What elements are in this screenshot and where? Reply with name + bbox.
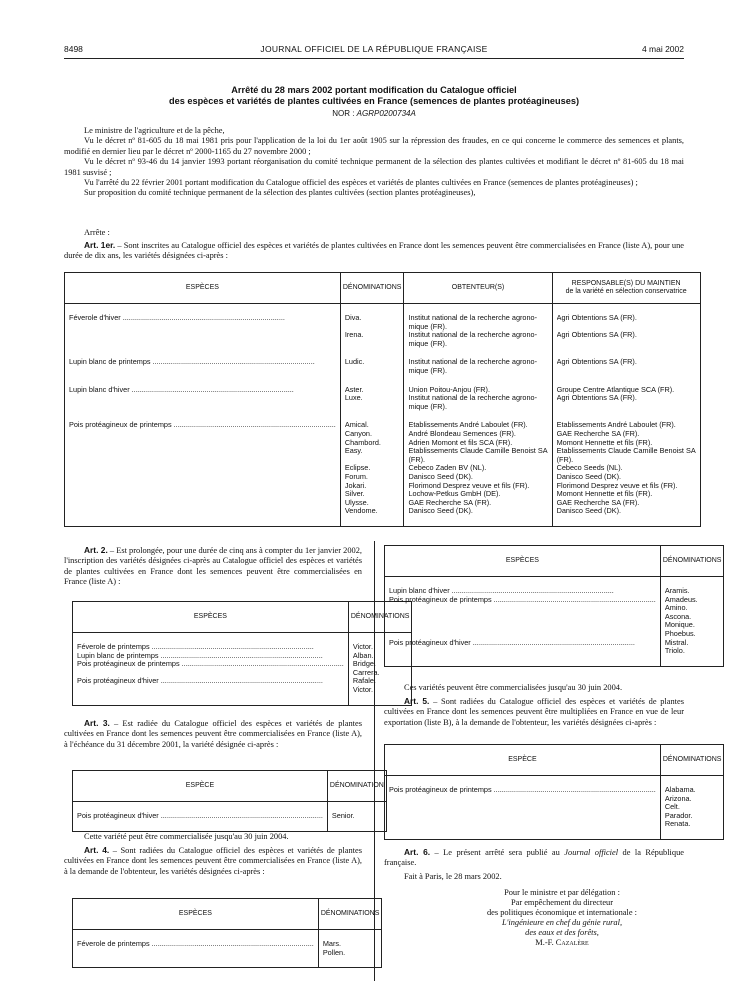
blank: [69, 464, 336, 473]
responsable-entry: Momont Hennette et fils (FR).: [556, 490, 653, 499]
spacer: [408, 516, 547, 526]
variety-name: Aster.: [344, 385, 364, 394]
article-4-text: – Sont radiées du Catalogue officiel des espèces et variétés de plantes cultivées en France dont les semences peuvent être commercialisées en France (liste A), à la demande de l'obtenteur, les variétés désignées ci-après :: [64, 846, 362, 876]
decree-title: [64, 85, 684, 106]
species-entry: Pois protéagineux d'hiver ................................................................................: [77, 677, 323, 686]
variety-name: Amadeus.: [664, 595, 698, 604]
fait-a-paris: Fait à Paris, le 28 mars 2002.: [404, 872, 502, 881]
article-2: [64, 545, 362, 588]
variety-name: Victor.: [352, 643, 373, 651]
spacer: [557, 411, 696, 421]
variety-name: Mars.: [322, 940, 342, 948]
nor-label: NOR :: [332, 109, 355, 118]
blank: [389, 613, 656, 622]
spacer: [77, 802, 323, 812]
col-header-especes: ESPÈCES: [73, 899, 319, 930]
variety-name: Luxe.: [344, 394, 363, 403]
variety-name: Irena.: [344, 331, 364, 340]
preamble-proposal: Sur proposition du comité technique permanent de la sélection des plantes cultivées (section plantes protéagineuses),: [84, 188, 476, 198]
obtenteur-entry: Institut national de la recherche agrono-: [408, 358, 538, 367]
cell-especes: [385, 577, 661, 667]
signature-line-4: L'ingénieure en chef du génie rural,: [501, 918, 623, 927]
article-5-label: Art. 5.: [404, 696, 430, 706]
obtenteur-entry: mique (FR).: [408, 402, 447, 411]
issue-date: 4 mai 2002: [641, 44, 684, 54]
spacer: [332, 802, 382, 812]
responsable-entry: [557, 403, 696, 412]
cell-obtenteurs: [404, 304, 552, 527]
obtenteur-entry: Institut national de la recherche agrono-: [408, 314, 538, 322]
header-rule: [64, 58, 684, 59]
variety-name: Celt.: [664, 803, 680, 812]
responsable-entry: [557, 340, 696, 349]
preamble-visa-3: Vu l'arrêté du 22 février 2001 portant modification du Catalogue officiel des espèces et variétés de plantes cultivées en France (semences de plantes protéagineuses) ;: [84, 178, 638, 188]
species-entry: Lupin blanc de printemps ................................................................................: [69, 358, 315, 367]
obtenteur-entry: Institut national de la recherche agrono-: [408, 331, 538, 340]
spacer: [557, 348, 696, 358]
variety-name: Rafale.: [352, 677, 376, 686]
spacer: [323, 930, 378, 940]
col-header-especes: ESPÈCES: [385, 546, 661, 577]
decree-title-line1: Arrêté du 28 mars 2002 portant modification du Catalogue officiel: [231, 85, 517, 95]
obtenteur-entry: Etablissements André Laboulet (FR).: [408, 421, 528, 430]
header-row: [73, 899, 382, 930]
variety-name: Phoebus.: [664, 629, 696, 638]
spacer: [665, 829, 720, 839]
variety-name: Ulysse.: [344, 498, 369, 507]
blank: [69, 430, 336, 439]
blank: [389, 812, 656, 821]
blank: [69, 403, 336, 412]
responsable-entry: Danisco Seed (DK).: [556, 472, 622, 481]
table-row: [73, 802, 387, 832]
variety-name: Bridge.: [352, 660, 376, 669]
table-varietes-radiees-obtenteur: [72, 898, 382, 968]
responsable-entry: GAE Recherche SA (FR).: [556, 429, 640, 438]
table-varietes-liste-b: [384, 744, 724, 840]
variety-name: Mistral.: [664, 638, 689, 647]
spacer: [69, 411, 336, 421]
variety-name: Vendome.: [344, 507, 378, 516]
spacer: [69, 304, 336, 314]
article-6-label: Art. 6.: [404, 847, 431, 857]
decree-title-line2: des espèces et variétés de plantes cultivées en France (semences de plantes protéagineuses): [168, 95, 580, 106]
blank: [69, 456, 336, 465]
blank: [345, 456, 400, 465]
spacer: [665, 577, 720, 587]
responsable-entry: [557, 367, 696, 376]
obtenteur-entry: mique (FR).: [408, 322, 447, 331]
article-3: [64, 718, 362, 750]
species-entry: Pois protéagineux d'hiver ................................................................................: [77, 812, 323, 820]
variety-name: Amical.: [344, 421, 369, 430]
table-row: [73, 930, 382, 968]
col-header-denominations: DÉNOMINATION: [327, 771, 386, 802]
signature-line-1: Pour le ministre et par délégation :: [504, 888, 620, 897]
article-2-label: Art. 2.: [84, 545, 108, 555]
table-varietes-radiees-obtenteur-suite: [384, 545, 724, 667]
species-entry: Lupin blanc de printemps ................................................................................: [77, 651, 323, 660]
blank: [389, 604, 656, 613]
responsable-entry: Agri Obtentions SA (FR).: [556, 314, 637, 322]
species-entry: Pois protéagineux de printemps ................................................................................: [389, 595, 656, 604]
col-header-denominations: DÉNOMINATIONS: [660, 745, 724, 776]
spacer: [408, 304, 547, 314]
blank: [69, 439, 336, 448]
table-row: [385, 776, 724, 840]
article-4-note: Ces variétés peuvent être commercialisées jusqu'au 30 juin 2004.: [404, 683, 623, 692]
species-entry: Féverole d'hiver ................................................................................: [69, 314, 285, 322]
responsable-entry: Florimond Desprez veuve et fils (FR).: [556, 481, 678, 490]
nor-code: AGRP0200734A: [356, 109, 416, 118]
blank: [389, 795, 656, 804]
spacer: [389, 776, 656, 786]
article-1: [64, 240, 684, 262]
responsable-entry: Momont Hennette et fils (FR).: [556, 438, 653, 447]
blank: [69, 473, 336, 482]
variety-name: Monique.: [664, 621, 695, 630]
cell-responsables: [552, 304, 700, 527]
article-3-note: Cette variété peut être commercialisée jusqu'au 30 juin 2004.: [84, 832, 289, 841]
obtenteur-entry: Lochow-Petkus GmbH (DE).: [408, 490, 501, 499]
table-row: [65, 304, 701, 527]
blank: [69, 331, 336, 340]
responsable-entry: Danisco Seed (DK).: [556, 507, 622, 516]
cell-denominations: [340, 304, 404, 527]
responsable-entry: Agri Obtentions SA (FR).: [556, 331, 637, 340]
header-row: [73, 602, 412, 633]
variety-name: Chambord.: [344, 438, 381, 447]
obtenteur-entry: Adrien Momont et fils SCA (FR).: [408, 438, 513, 447]
obtenteur-entry: Danisco Seed (DK).: [408, 507, 473, 516]
variety-name: Forum.: [344, 472, 368, 481]
blank: [77, 686, 344, 695]
blank: [345, 367, 400, 376]
table-varietes-prolongees: [72, 601, 412, 706]
blank: [389, 820, 656, 829]
obtenteur-entry: mique (FR).: [408, 339, 447, 348]
obtenteur-entry: André Blondeau Semences (FR).: [408, 429, 516, 438]
cell-especes: [73, 633, 349, 706]
responsable-entry: Groupe Centre Atlantique SCA (FR).: [556, 385, 675, 394]
signature-line-5: des eaux et des forêts,: [525, 928, 599, 937]
col-header-especes: ESPÈCE: [385, 745, 661, 776]
spacer: [69, 516, 336, 526]
variety-name: Jokari.: [344, 481, 367, 490]
article-3-label: Art. 3.: [84, 718, 110, 728]
cell-denominations: [327, 802, 386, 832]
col-header-especes: ESPÈCES: [65, 273, 341, 304]
col-header-obtenteurs: OBTENTEUR(S): [404, 273, 552, 304]
blank: [389, 647, 656, 656]
cell-especes: [73, 802, 328, 832]
blank: [69, 490, 336, 499]
col-header-especes: ESPÈCES: [73, 602, 349, 633]
spacer: [77, 957, 314, 967]
obtenteur-entry: GAE Recherche SA (FR).: [408, 498, 492, 507]
table-row: [385, 577, 724, 667]
cell-denominations: [660, 577, 724, 667]
article-5: [384, 696, 684, 728]
article-6: Art. 6. – Le présent arrêté sera publié au Journal officiel de la République française.: [384, 847, 684, 868]
variety-name: Alban.: [352, 651, 374, 660]
obtenteur-entry: Etablissements Claude Camille Benoist SA: [408, 447, 548, 456]
article-1-label: Art. 1er.: [84, 240, 116, 250]
variety-name: Eclipse.: [344, 464, 371, 473]
header-row: [385, 546, 724, 577]
signatory-name: M.-F. Cazalère: [535, 938, 589, 947]
blank: [77, 669, 344, 678]
spacer: [557, 304, 696, 314]
spacer: [345, 376, 400, 386]
col-header-denominations: DÉNOMINATIONS: [318, 899, 382, 930]
spacer: [557, 376, 696, 386]
blank: [389, 621, 656, 630]
variety-name: Diva.: [344, 314, 362, 322]
spacer: [77, 695, 344, 705]
spacer: [69, 376, 336, 386]
signature-line-3: des politiques économique et internationale :: [486, 908, 637, 917]
responsable-entry: [557, 323, 696, 332]
spacer: [389, 829, 656, 839]
page-number: 8498: [64, 44, 83, 54]
signature-line-2: Par empêchement du directeur: [510, 898, 614, 907]
preamble-minister: Le ministre de l'agriculture et de la pêche,: [84, 126, 225, 135]
species-entry: Féverole de printemps ................................................................................: [77, 940, 314, 948]
responsable-entry: Agri Obtentions SA (FR).: [556, 358, 637, 367]
article-5-text: – Sont radiées du Catalogue officiel des espèces et variétés de plantes cultivées en France dont les semences peuvent être multipliées en France en vue de leur exportation (liste B), à la demande de l'obtenteur, les variétés désignées ci-après :: [384, 697, 684, 727]
spacer: [345, 516, 400, 526]
obtenteur-entry: Danisco Seed (DK).: [408, 472, 473, 481]
variety-name: Triolo.: [664, 647, 685, 656]
spacer: [557, 516, 696, 526]
table-row: [73, 633, 412, 706]
blank: [389, 803, 656, 812]
blank: [69, 323, 336, 332]
obtenteur-entry: Florimond Desprez veuve et fils (FR).: [408, 481, 530, 490]
obtenteur-entry: Institut national de la recherche agrono-: [408, 394, 538, 403]
preamble: [64, 126, 684, 199]
responsable-entry: GAE Recherche SA (FR).: [556, 498, 640, 507]
spacer: [389, 577, 656, 587]
blank: [69, 499, 336, 508]
species-entry: Féverole de printemps ................................................................................: [77, 643, 314, 651]
variety-name: Arizona.: [664, 794, 692, 803]
variety-name: Canyon.: [344, 429, 373, 438]
variety-name: Pollen.: [322, 948, 346, 957]
article-2-text: – Est prolongée, pour une durée de cinq ans à compter du 1er janvier 2002, l'inscription des variétés désignées ci-après au Catalogue officiel des espèces et variétés de plantes cultivées en France dont les semences peuvent être commercialisées en France (liste A) :: [64, 546, 362, 587]
header-row: [385, 745, 724, 776]
responsable-entry: Etablissements André Laboulet (FR).: [556, 421, 676, 430]
col-header-responsables: RESPONSABLE(S) DU MAINTIEN de la variété en sélection conservatrice: [552, 273, 700, 304]
article-3-text: – Est radiée du Catalogue officiel des espèces et variétés de plantes cultivées en France dont les semences peuvent être commercialisées en France (liste A), à l'échéance du 31 décembre 2001, la variété désignée ci-après :: [64, 719, 362, 749]
blank: [69, 394, 336, 403]
responsable-entry: Cebeco Seeds (NL).: [556, 464, 623, 473]
spacer: [665, 656, 720, 666]
spacer: [665, 776, 720, 786]
cell-denominations: [660, 776, 724, 840]
variety-name: Senior.: [331, 812, 355, 820]
variety-name: Renata.: [664, 820, 691, 829]
preamble-visa-1: Vu le décret nº 81-605 du 18 mai 1981 pris pour l'application de la loi du 1er août 1905 sur la répression des fraudes, en ce qui concerne le commerce des semences et plants, modifié en dernier lieu par le décret nº 2000-1165 du 27 novembre 2000 ;: [64, 136, 684, 156]
col-header-denominations: DÉNOMINATIONS: [340, 273, 404, 304]
responsable-entry: (FR).: [556, 455, 574, 464]
article-4: [64, 845, 362, 877]
col-header-denominations: DÉNOMINATIONS: [348, 602, 412, 633]
variety-name: Parador.: [664, 811, 693, 820]
blank: [345, 340, 400, 349]
species-entry: Pois protéagineux de printemps ................................................................................: [69, 421, 336, 430]
header-row: [73, 771, 387, 802]
signature-block: [440, 888, 684, 948]
species-entry: Lupin blanc d'hiver ................................................................................: [69, 385, 294, 394]
cell-especes: [65, 304, 341, 527]
spacer: [389, 656, 656, 666]
obtenteur-entry: (FR).: [408, 455, 426, 464]
article-1-text: – Sont inscrites au Catalogue officiel des espèces et variétés de plantes cultivées en France dont les semences peuvent être commercialisées en France (liste A), pour une durée de dix ans, les variétés désignées ci-après :: [64, 241, 684, 261]
variety-name: Silver.: [344, 490, 365, 499]
cell-especes: [385, 776, 661, 840]
blank: [389, 630, 656, 639]
variety-name: Alabama.: [664, 786, 696, 794]
table-varietes-inscrites: [64, 272, 701, 527]
species-entry: Pois protéagineux de printemps ................................................................................: [77, 660, 344, 669]
variety-name: Easy.: [344, 447, 363, 456]
spacer: [332, 821, 382, 831]
blank: [69, 340, 336, 349]
species-entry: Pois protéagineux de printemps ................................................................................: [389, 786, 656, 794]
cell-especes: [73, 930, 319, 968]
spacer: [77, 821, 323, 831]
blank: [69, 447, 336, 456]
preamble-visa-2: Vu le décret nº 93-46 du 14 janvier 1993 portant réorganisation du comité technique permanent de la sélection des plantes cultivées et modifiant le décret nº 81-605 du 18 mai 1981 susvisé ;: [64, 157, 684, 177]
spacer: [323, 957, 378, 967]
species-entry: Pois protéagineux d'hiver ................................................................................: [389, 638, 635, 647]
obtenteur-entry: mique (FR).: [408, 366, 447, 375]
col-header-especes: ESPÈCE: [73, 771, 328, 802]
spacer: [77, 930, 314, 940]
responsable-entry: Agri Obtentions SA (FR).: [556, 394, 637, 403]
blank: [345, 403, 400, 412]
variety-name: Amino.: [664, 604, 688, 613]
variety-name: Ascona.: [664, 612, 692, 621]
journal-title: JOURNAL OFFICIEL DE LA RÉPUBLIQUE FRANÇAISE: [260, 44, 488, 54]
spacer: [345, 348, 400, 358]
cell-denominations: [318, 930, 382, 968]
blank: [77, 949, 314, 958]
spacer: [69, 348, 336, 358]
blank: [345, 323, 400, 332]
variety-name: Victor.: [352, 685, 373, 694]
variety-name: Aramis.: [664, 587, 690, 595]
article-4-label: Art. 4.: [84, 845, 110, 855]
spacer: [77, 633, 344, 643]
variety-name: Ludic.: [344, 358, 365, 367]
spacer: [408, 411, 547, 421]
obtenteur-entry: Cebeco Zaden BV (NL).: [408, 464, 487, 473]
spacer: [345, 304, 400, 314]
nor-reference: [64, 109, 684, 118]
obtenteur-entry: Union Poitou-Anjou (FR).: [408, 385, 490, 394]
table-variete-radiee: [72, 770, 387, 832]
responsable-entry: Etablissements Claude Camille Benoist SA: [556, 447, 696, 456]
species-entry: Lupin blanc d'hiver ................................................................................: [389, 587, 614, 595]
variety-name: Carrera.: [352, 668, 380, 677]
blank: [69, 482, 336, 491]
arrete-label: Arrête :: [84, 228, 110, 237]
journal-officiel-ref: Journal officiel: [564, 848, 619, 857]
blank: [69, 367, 336, 376]
spacer: [408, 376, 547, 386]
col-header-denominations: DÉNOMINATIONS: [660, 546, 724, 577]
spacer: [408, 348, 547, 358]
blank: [69, 507, 336, 516]
table-body: [65, 304, 701, 527]
spacer: [345, 411, 400, 421]
